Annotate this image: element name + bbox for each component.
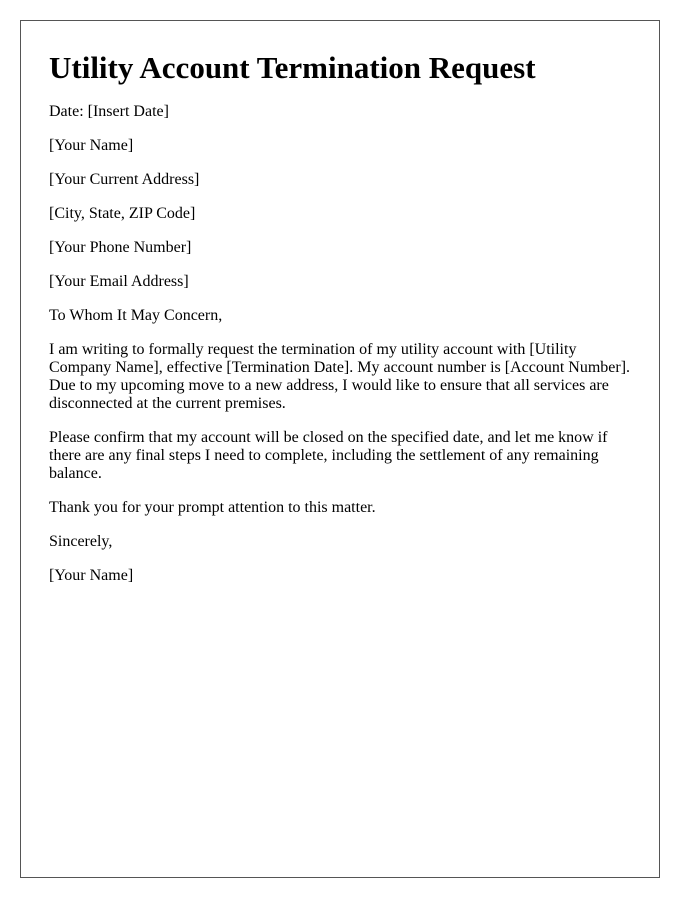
date-line: Date: [Insert Date] [49, 103, 169, 120]
closing: Sincerely, [49, 533, 113, 550]
sender-name: [Your Name] [49, 137, 134, 154]
sender-city-state-zip: [City, State, ZIP Code] [49, 205, 196, 222]
sender-address: [Your Current Address] [49, 171, 200, 188]
letter-page [20, 20, 660, 878]
letter-title: Utility Account Termination Request [49, 50, 536, 85]
body-paragraph-request: I am writing to formally request the termination of my utility account with [Utility Company Name], effective [Termination Date]. My account number is [Account Number]. Due to my upcoming move to a new address, I would like to ensure that all services are disconnected at the current premises. [49, 341, 631, 412]
body-paragraph-thanks: Thank you for your prompt attention to this matter. [49, 499, 376, 516]
salutation: To Whom It May Concern, [49, 307, 223, 324]
signature-name: [Your Name] [49, 567, 134, 584]
sender-email: [Your Email Address] [49, 273, 189, 290]
body-paragraph-confirmation: Please confirm that my account will be closed on the specified date, and let me know if there are any final steps I need to complete, including the settlement of any remaining balance. [49, 429, 608, 482]
sender-phone: [Your Phone Number] [49, 239, 192, 256]
